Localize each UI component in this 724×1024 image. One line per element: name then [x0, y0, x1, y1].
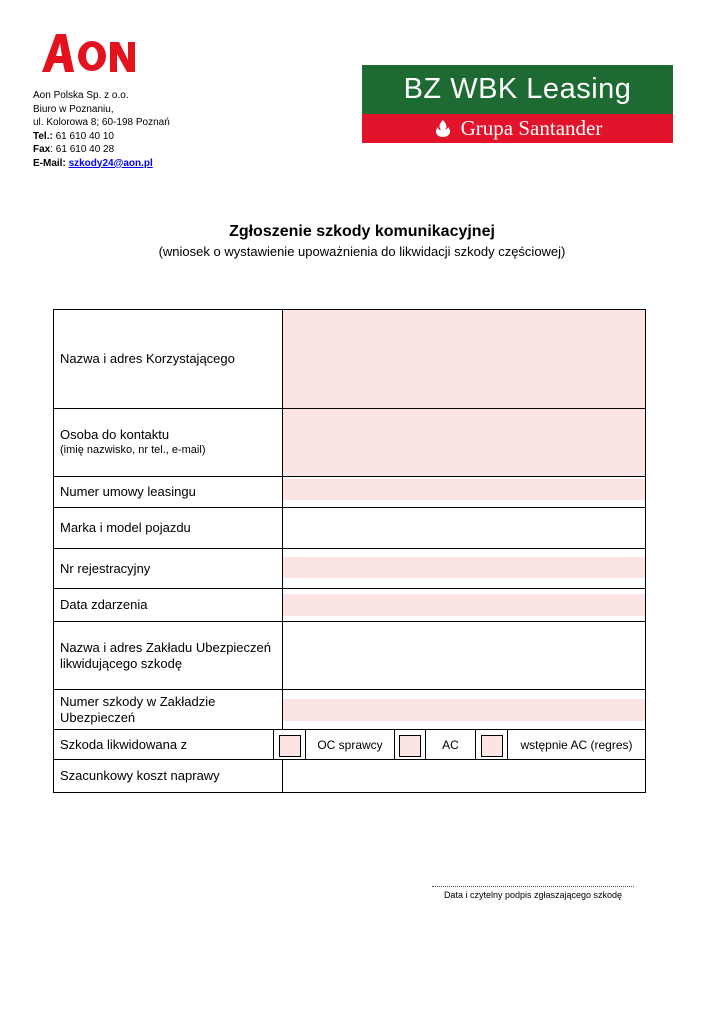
contact-label: Osoba do kontaktu	[60, 427, 170, 442]
form-row-registration	[54, 549, 645, 589]
lease-number-field[interactable]	[283, 477, 645, 507]
page-subtitle: (wniosek o wystawienie upoważnienia do likwidacji szkody częściowej)	[158, 244, 566, 259]
option-ac[interactable]	[395, 730, 476, 759]
registration-field[interactable]	[283, 549, 645, 588]
insurer-label: Nazwa i adres Zakładu Ubezpieczeń likwidującego szkodę	[60, 639, 271, 671]
address-line: Aon Polska Sp. z o.o.	[33, 90, 129, 101]
contact-field[interactable]	[283, 409, 645, 476]
checkbox-ac-regres[interactable]	[481, 735, 503, 757]
form-label	[54, 730, 274, 759]
beneficiary-field[interactable]	[283, 310, 645, 408]
vehicle-field[interactable]	[283, 508, 645, 548]
checkbox-ac[interactable]	[399, 735, 421, 757]
form-label	[54, 310, 283, 408]
form-row-repair-cost	[54, 760, 645, 792]
form-row-claim-number	[54, 690, 645, 730]
repair-cost-label: Szacunkowy koszt naprawy	[60, 768, 220, 783]
registration-label: Nr rejestracyjny	[60, 560, 151, 576]
phone-line	[33, 130, 170, 144]
option-label: AC	[425, 730, 476, 759]
form-label	[54, 477, 283, 507]
page-title: Zgłoszenie szkody komunikacyjnej	[229, 223, 495, 240]
beneficiary-label: Nazwa i adres Korzystającego	[60, 351, 235, 366]
signature-line	[432, 886, 634, 887]
claim-number-field[interactable]	[283, 690, 645, 729]
repair-cost-field[interactable]	[283, 760, 645, 792]
form-row-lease-number	[54, 477, 645, 508]
insurer-field[interactable]	[283, 622, 645, 689]
form-row-event-date	[54, 589, 645, 622]
fax-line	[33, 143, 170, 157]
company-address	[33, 89, 170, 170]
address-line: Biuro w Poznaniu,	[33, 103, 114, 115]
claim-form	[53, 309, 646, 793]
bz-logo-title: BZ WBK Leasing	[362, 65, 673, 114]
address-line: ul. Kolorowa 8; 60-198 Poznań	[33, 117, 170, 128]
form-label	[54, 589, 283, 621]
option-oc-sprawcy[interactable]	[274, 730, 395, 759]
checkbox-oc-sprawcy[interactable]	[279, 735, 301, 757]
event-date-label: Data zdarzenia	[60, 597, 148, 612]
form-label	[54, 760, 283, 792]
fax-label: Fax	[33, 144, 51, 155]
email-line	[33, 157, 170, 171]
signature-label: Data i czytelny podpis zgłaszającego szkodę	[443, 890, 623, 900]
email-label: E-Mail:	[33, 157, 66, 169]
event-date-field[interactable]	[283, 589, 645, 621]
aon-logo	[40, 30, 136, 74]
phone-label: Tel.:	[33, 130, 53, 142]
phone-value: 61 610 40 10	[52, 130, 114, 142]
form-label	[54, 549, 283, 588]
contact-hint: (imię nazwisko, nr tel., e-mail)	[60, 444, 206, 456]
bz-wbk-leasing-logo	[362, 65, 673, 143]
form-row-beneficiary	[54, 310, 645, 409]
form-label	[54, 622, 283, 689]
option-label: wstępnie AC (regres)	[507, 730, 645, 759]
email-link[interactable]: szkody24@aon.pl	[68, 157, 153, 169]
option-ac-regres[interactable]	[476, 730, 645, 759]
form-row-settled-by	[54, 730, 645, 760]
form-row-vehicle	[54, 508, 645, 549]
santander-text: Grupa Santander	[460, 116, 603, 140]
form-label	[54, 508, 283, 548]
santander-flame-icon	[433, 119, 453, 139]
vehicle-label: Marka i model pojazdu	[60, 520, 191, 535]
settled-by-label: Szkoda likwidowana z	[60, 736, 188, 752]
form-row-contact	[54, 409, 645, 477]
form-label	[54, 409, 283, 476]
santander-bar	[362, 114, 673, 143]
form-label	[54, 690, 283, 729]
settled-by-options	[274, 730, 645, 759]
lease-number-label: Numer umowy leasingu	[60, 484, 196, 499]
claim-number-label: Numer szkody w Zakładzie Ubezpieczeń	[60, 693, 216, 725]
fax-value: : 61 610 40 28	[50, 144, 115, 155]
option-label: OC sprawcy	[305, 730, 395, 759]
form-row-insurer	[54, 622, 645, 690]
